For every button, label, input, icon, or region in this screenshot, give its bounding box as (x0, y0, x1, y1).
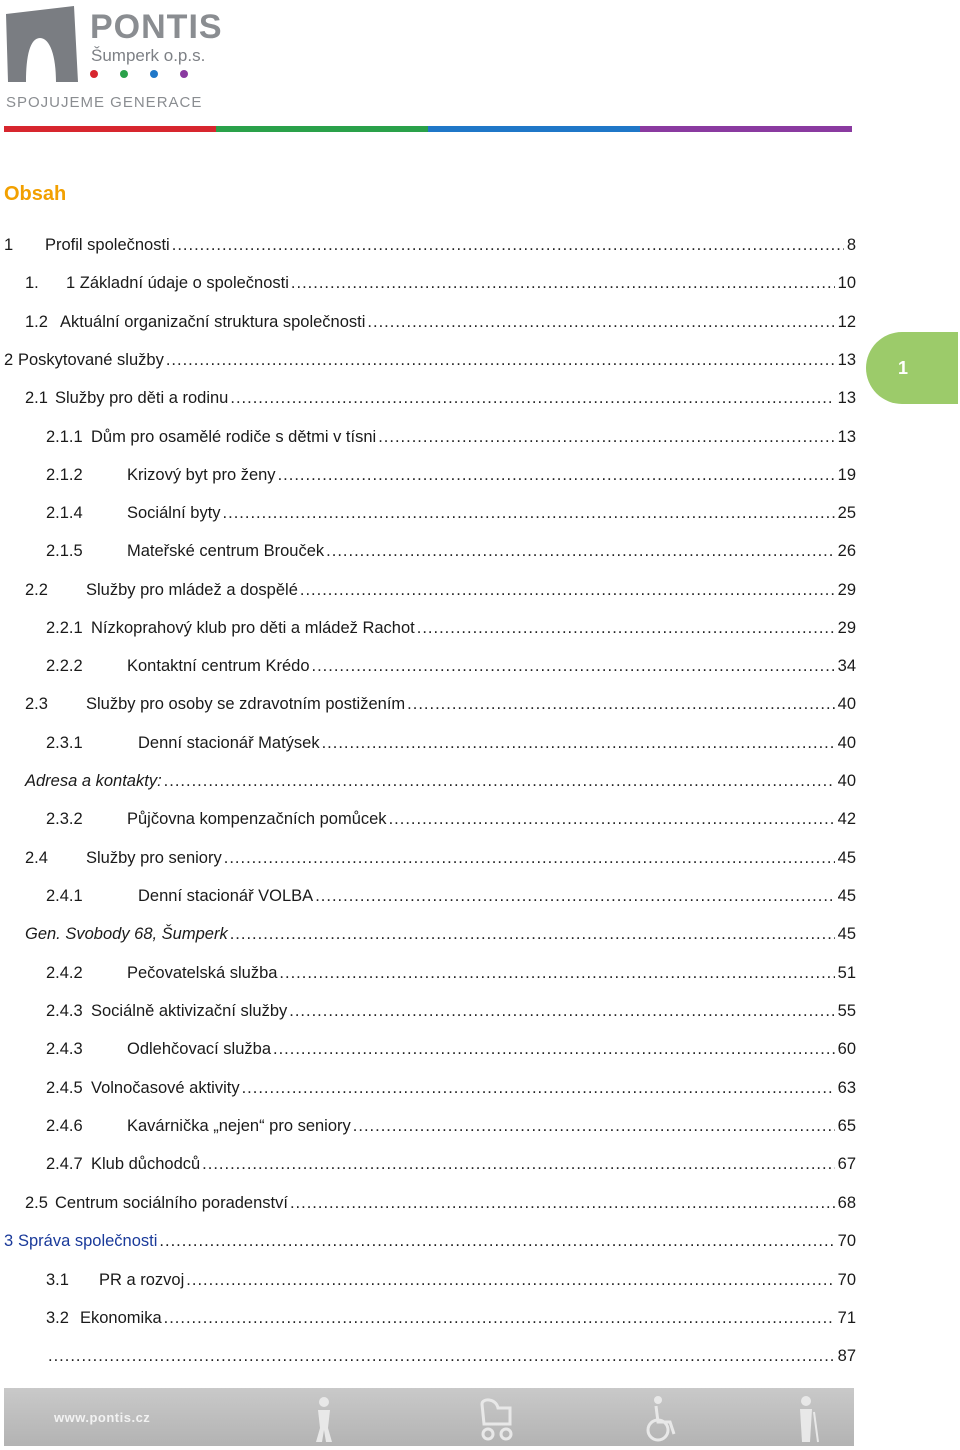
page-number: 1 (898, 357, 909, 378)
toc-entry-page: 55 (837, 1002, 856, 1020)
toc-entry-page: 87 (837, 1347, 856, 1365)
toc-entry-page: 13 (837, 389, 856, 407)
toc-entry-page: 40 (837, 772, 856, 790)
toc-entry-title: Adresa a kontakty: (25, 772, 162, 790)
toc-entry-title: Aktuální organizační struktura společnosti (60, 313, 366, 331)
toc-entry-title: Kavárnička „nejen“ pro seniory (127, 1117, 351, 1135)
toc-dot-leader (164, 772, 835, 791)
toc-entry[interactable] (25, 313, 856, 337)
toc-dot-leader (326, 542, 834, 561)
logo-dots (90, 70, 188, 78)
toc-entry-number: 1 (4, 236, 14, 254)
toc-entry-title: Gen. Svobody 68, Šumperk (25, 925, 228, 943)
toc-entry-page: 45 (837, 887, 856, 905)
logo-dot-purple (180, 70, 188, 78)
company-logo (4, 4, 223, 114)
toc-entry-title: Dům pro osamělé rodiče s dětmi v tísni (91, 428, 377, 446)
toc-dot-leader (290, 1194, 835, 1213)
toc-entry-number: 2.4 (25, 849, 48, 867)
toc-entry-title: Pečovatelská služba (127, 964, 278, 982)
band-green (216, 126, 428, 132)
toc-entry[interactable] (46, 542, 856, 566)
toc-dot-leader (230, 389, 834, 408)
toc-entry-title: Centrum sociálního poradenství (55, 1194, 288, 1212)
toc-dot-leader (230, 925, 835, 944)
toc-dot-leader (322, 734, 835, 753)
toc-heading: Obsah (4, 183, 67, 205)
toc-entry-number: 1.2 (25, 313, 48, 331)
band-red (4, 126, 216, 132)
toc-entry[interactable] (4, 1232, 856, 1256)
toc-entry-number: 2.2 (25, 581, 48, 599)
toc-entry-number: 2.3.2 (46, 810, 83, 828)
child-figure-icon (304, 1394, 344, 1444)
toc-entry-title: Klub důchodců (91, 1155, 201, 1173)
toc-entry-number: 2.5 (25, 1194, 48, 1212)
bridge-arch-icon (4, 4, 84, 88)
toc-entry[interactable] (46, 810, 856, 834)
band-purple (640, 126, 852, 132)
toc-entry-title: PR a rozvoj (99, 1271, 185, 1289)
toc-entry[interactable] (46, 734, 856, 758)
toc-entry-title: Ekonomika (80, 1309, 162, 1327)
toc-dot-leader (223, 504, 835, 523)
toc-entry-page: 29 (837, 619, 856, 637)
toc-entry-number: 3.1 (46, 1271, 69, 1289)
toc-dot-leader (353, 1117, 835, 1136)
toc-entry[interactable] (46, 428, 856, 452)
toc-dot-leader (279, 964, 834, 983)
toc-entry-page: 13 (837, 428, 856, 446)
toc-entry-title: Volnočasové aktivity (91, 1079, 240, 1097)
toc-entry-page: 29 (837, 581, 856, 599)
toc-entry-page: 19 (837, 466, 856, 484)
toc-entry-number: 2.4.2 (46, 964, 83, 982)
toc-entry-page: 42 (837, 810, 856, 828)
toc-entry[interactable] (25, 925, 856, 949)
logo-dot-blue (150, 70, 158, 78)
toc-entry-number: 2.1.5 (46, 542, 83, 560)
toc-dot-leader (389, 810, 835, 829)
toc-entry[interactable] (25, 389, 856, 413)
footer-url[interactable]: www.pontis.cz (54, 1410, 151, 1425)
toc-entry[interactable] (46, 964, 856, 988)
toc-dot-leader (242, 1079, 835, 1098)
toc-entry-number: 2.4.3 (46, 1002, 83, 1020)
toc-dot-leader (164, 1309, 835, 1328)
toc-entry-title: Odlehčovací služba (127, 1040, 271, 1058)
wheelchair-icon (640, 1394, 686, 1444)
toc-entry[interactable] (25, 772, 856, 796)
toc-entry[interactable] (46, 887, 856, 911)
toc-entry-number: 2.4.6 (46, 1117, 83, 1135)
toc-entry[interactable] (46, 619, 856, 643)
toc-dot-leader (224, 849, 835, 868)
toc-entry-number: 2.2.1 (46, 619, 83, 637)
toc-entry-page: 13 (837, 351, 856, 369)
toc-entry-number: 2.3 (25, 695, 48, 713)
toc-entry-number: 3.2 (46, 1309, 69, 1327)
toc-dot-leader (407, 695, 834, 714)
toc-dot-leader (291, 274, 835, 293)
toc-entry-page: 60 (837, 1040, 856, 1058)
toc-entry-number: 2.2.2 (46, 657, 83, 675)
senior-figure-icon (788, 1394, 824, 1444)
toc-entry-title: Profil společnosti (45, 236, 170, 254)
toc-entry-title: Nízkoprahový klub pro děti a mládež Rachot (91, 619, 415, 637)
toc-entry-title: Půjčovna kompenzačních pomůcek (127, 810, 387, 828)
toc-entry[interactable] (46, 1117, 856, 1141)
toc-entry-title: Sociální byty (127, 504, 221, 522)
toc-entry[interactable] (25, 849, 856, 873)
toc-entry[interactable] (46, 1040, 856, 1064)
toc-entry-number: 2.3.1 (46, 734, 83, 752)
toc-entry[interactable] (46, 1155, 856, 1179)
toc-entry[interactable] (46, 1079, 856, 1103)
toc-entry-number: 3 (4, 1232, 14, 1250)
toc-entry-number: 2.4.7 (46, 1155, 83, 1173)
toc-dot-leader (312, 657, 835, 676)
toc-entry-number: 1. (25, 274, 39, 292)
toc-dot-leader (417, 619, 835, 638)
toc-entry-title: Kontaktní centrum Krédo (127, 657, 310, 675)
toc-entry-page: 68 (837, 1194, 856, 1212)
logo-dot-green (120, 70, 128, 78)
toc-entry-page: 26 (837, 542, 856, 560)
logo-name: PONTIS (90, 8, 223, 46)
page-number-badge (866, 332, 958, 404)
logo-dot-red (90, 70, 98, 78)
toc-entry-number: 2.1 (25, 389, 48, 407)
toc-dot-leader (315, 887, 834, 906)
toc-dot-leader (367, 313, 834, 332)
toc-entry-page: 70 (837, 1232, 856, 1250)
toc-entry-title: Denní stacionář VOLBA (138, 887, 314, 905)
toc-entry-title: Služby pro osoby se zdravotním postižením (86, 695, 406, 713)
toc-entry-title: Služby pro seniory (86, 849, 222, 867)
toc-entry[interactable] (25, 1194, 856, 1218)
toc-entry-page: 63 (837, 1079, 856, 1097)
header-color-band (4, 126, 852, 132)
toc-dot-leader (159, 1232, 834, 1251)
toc-entry[interactable] (4, 236, 856, 260)
toc-entry[interactable] (4, 351, 856, 375)
toc-entry-number: 2 (4, 351, 14, 369)
band-blue (428, 126, 640, 132)
toc-entry-page: 10 (837, 274, 856, 292)
toc-entry[interactable] (46, 1347, 856, 1371)
toc-dot-leader (172, 236, 844, 255)
toc-entry-page: 40 (837, 734, 856, 752)
toc-entry-page: 8 (846, 236, 856, 254)
toc-entry[interactable] (46, 1002, 856, 1026)
logo-city: Šumperk o.p.s. (91, 46, 206, 65)
toc-dot-leader (273, 1040, 835, 1059)
toc-entry[interactable] (46, 657, 856, 681)
toc-entry-page: 51 (837, 964, 856, 982)
toc-dot-leader (278, 466, 835, 485)
toc-entry-number: 2.1.1 (46, 428, 83, 446)
toc-entry-title: 1 Základní údaje o společnosti (66, 274, 289, 292)
toc-entry-page: 45 (837, 925, 856, 943)
toc-entry-title: Poskytované služby (18, 351, 164, 369)
toc-entry-page: 71 (837, 1309, 856, 1327)
toc-entry-number: 2.4.1 (46, 887, 83, 905)
toc-entry-page: 12 (837, 313, 856, 331)
logo-slogan: SPOJUJEME GENERACE (6, 94, 203, 111)
toc-dot-leader (166, 351, 835, 370)
toc-dot-leader (48, 1347, 835, 1366)
toc-dot-leader (186, 1271, 834, 1290)
toc-dot-leader (378, 428, 834, 447)
footer-bar (4, 1388, 854, 1446)
toc-entry-page: 25 (837, 504, 856, 522)
toc-entry-page: 67 (837, 1155, 856, 1173)
toc-entry[interactable] (46, 1271, 856, 1295)
toc-entry-number: 2.1.4 (46, 504, 83, 522)
toc-entry-page: 65 (837, 1117, 856, 1135)
toc-entry[interactable] (25, 695, 856, 719)
toc-entry-page: 34 (837, 657, 856, 675)
toc-entry-page: 40 (837, 695, 856, 713)
toc-entry-title: Krizový byt pro ženy (127, 466, 276, 484)
toc-entry-page: 45 (837, 849, 856, 867)
stroller-icon (474, 1394, 520, 1444)
toc-dot-leader (300, 581, 835, 600)
toc-entry-page: 70 (837, 1271, 856, 1289)
toc-entry-number: 2.1.2 (46, 466, 83, 484)
toc-entry-title: Mateřské centrum Brouček (127, 542, 325, 560)
toc-entry-number: 2.4.5 (46, 1079, 83, 1097)
toc-dot-leader (289, 1002, 834, 1021)
toc-entry[interactable] (46, 504, 856, 528)
toc-entry-title: Sociálně aktivizační služby (91, 1002, 288, 1020)
toc-dot-leader (202, 1155, 834, 1174)
toc-entry[interactable] (46, 466, 856, 490)
toc-entry[interactable] (25, 274, 856, 298)
toc-entry-number: 2.4.3 (46, 1040, 83, 1058)
toc-entry-title: Denní stacionář Matýsek (138, 734, 320, 752)
toc-entry-title: Služby pro mládež a dospělé (86, 581, 298, 599)
toc-entry[interactable] (46, 1309, 856, 1333)
toc-entry[interactable] (25, 581, 856, 605)
toc-entry-title: Správa společnosti (18, 1232, 158, 1250)
toc-entry-title: Služby pro děti a rodinu (55, 389, 229, 407)
